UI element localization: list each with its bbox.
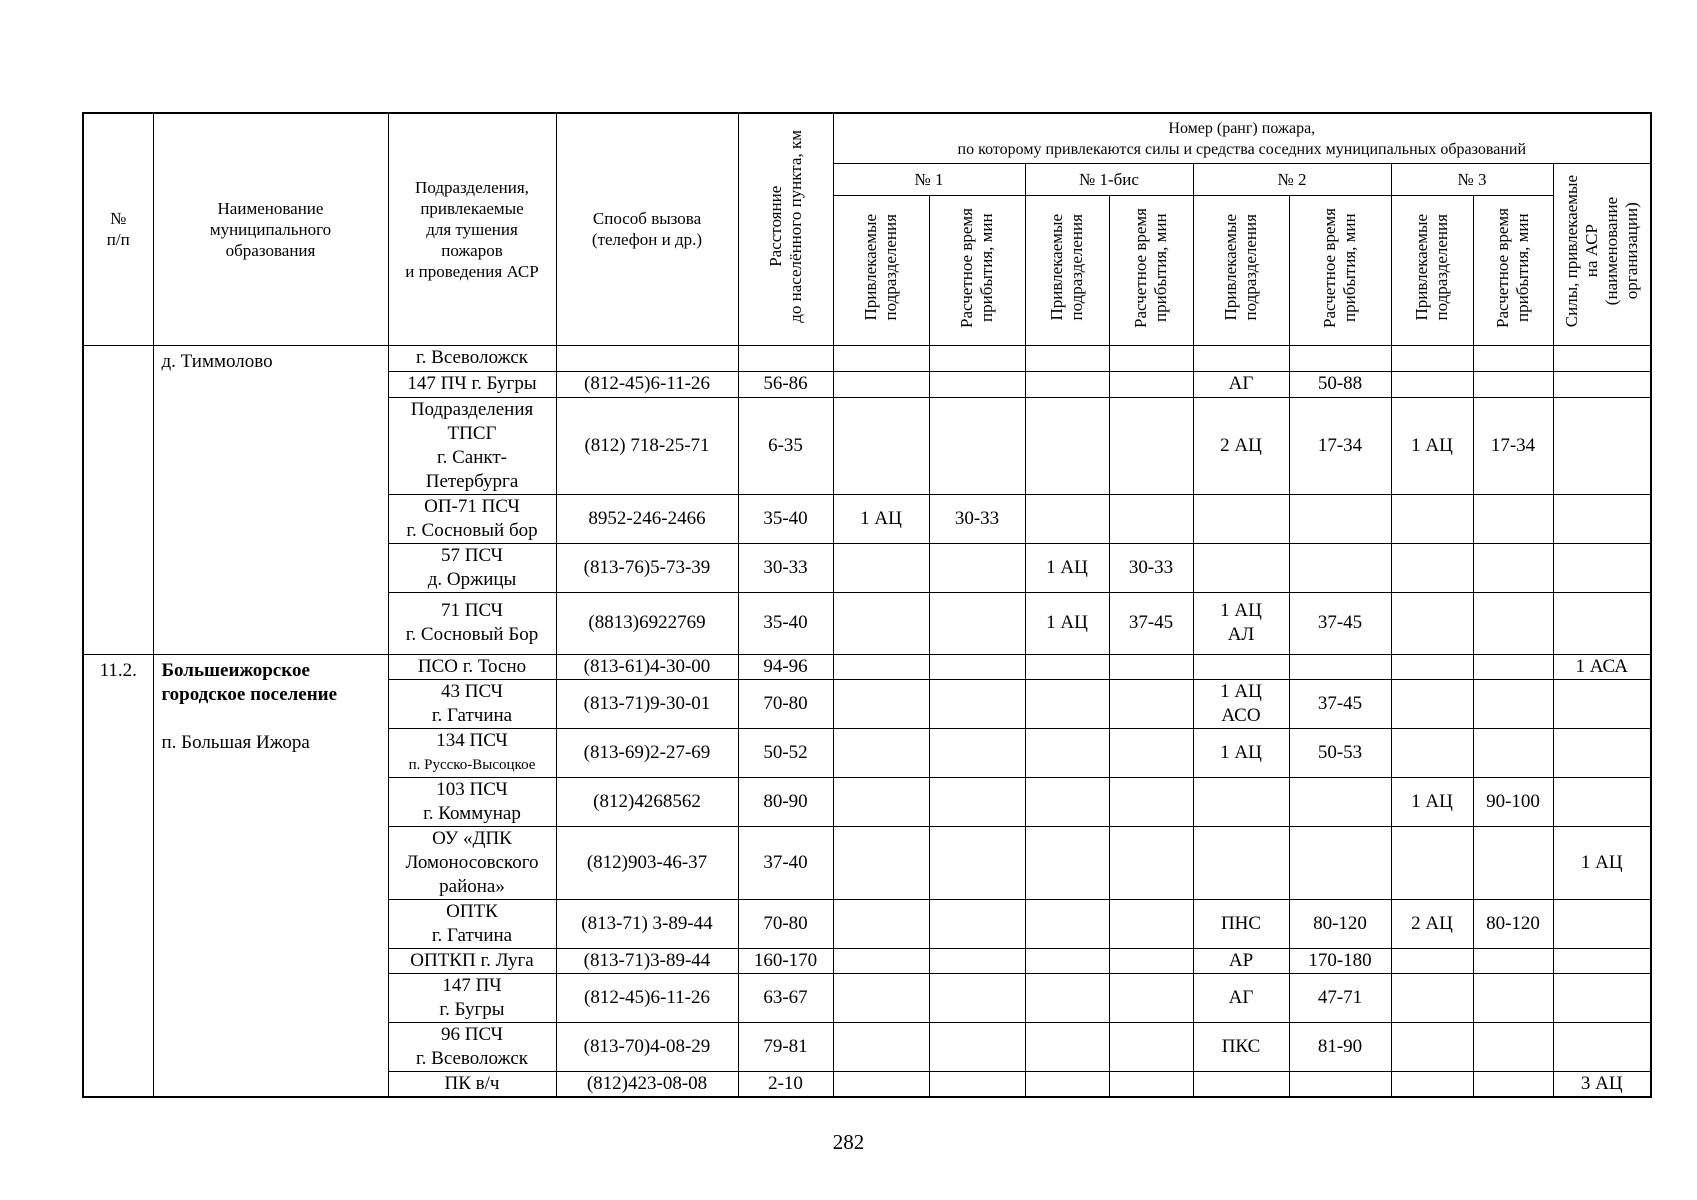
cell-asr xyxy=(1553,371,1651,397)
cell-r3t xyxy=(1473,728,1553,777)
cell-r1t xyxy=(929,826,1025,899)
unit-cell xyxy=(388,777,556,826)
cell-r1bu xyxy=(1025,654,1109,679)
cell-dist: 50-52 xyxy=(738,728,833,777)
unit-cell xyxy=(388,899,556,948)
row-number xyxy=(83,345,153,654)
cell-r3u xyxy=(1391,1071,1473,1097)
cell-r3u xyxy=(1391,728,1473,777)
table-body xyxy=(83,345,1651,1097)
cell-r1t xyxy=(929,543,1025,592)
municipality-cell xyxy=(153,345,388,654)
cell-r1bt xyxy=(1109,679,1193,728)
cell-phone: (813-70)4-08-29 xyxy=(556,1022,738,1071)
cell-r2t: 50-53 xyxy=(1289,728,1391,777)
cell-r3t: 80-120 xyxy=(1473,899,1553,948)
cell-asr xyxy=(1553,899,1651,948)
cell-r1u xyxy=(833,948,929,973)
header-r3-units: Привлекаемые подразделения xyxy=(1391,195,1473,345)
unit-cell xyxy=(388,494,556,543)
cell-r3u xyxy=(1391,679,1473,728)
cell-r1u xyxy=(833,728,929,777)
cell-r3u xyxy=(1391,345,1473,371)
cell-dist: 2-10 xyxy=(738,1071,833,1097)
cell-r1bt xyxy=(1109,1022,1193,1071)
cell-r1t xyxy=(929,948,1025,973)
cell-r2u: ПКС xyxy=(1193,1022,1289,1071)
unit-name: 147 ПЧ г. Бугры xyxy=(407,373,537,394)
unit-name: ПК в/ч xyxy=(444,1072,500,1094)
cell-r2t: 47-71 xyxy=(1289,973,1391,1022)
unit-name: Подразделения ТПСГ г. Санкт- Петербурга xyxy=(410,398,534,492)
header-asr: Силы, привлекаемые на АСР (наименование организации) xyxy=(1553,163,1651,345)
municipality-name: Большеижорское городское поселение xyxy=(161,659,338,705)
cell-asr xyxy=(1553,777,1651,826)
cell-r3t xyxy=(1473,826,1553,899)
unit-name: г. Всеволожск xyxy=(416,347,528,368)
cell-asr: 1 АЦ xyxy=(1553,826,1651,899)
cell-r2u xyxy=(1193,1071,1289,1097)
unit-cell xyxy=(388,654,556,679)
cell-r1bt xyxy=(1109,948,1193,973)
header-num: № п/п xyxy=(83,113,153,345)
cell-r2u xyxy=(1193,826,1289,899)
unit-cell xyxy=(388,397,556,494)
cell-r1bt xyxy=(1109,345,1193,371)
cell-asr xyxy=(1553,397,1651,494)
cell-asr xyxy=(1553,948,1651,973)
cell-r1t xyxy=(929,728,1025,777)
cell-r1bu xyxy=(1025,777,1109,826)
cell-phone: (813-71)9-30-01 xyxy=(556,679,738,728)
page-number: 282 xyxy=(832,1130,865,1154)
cell-phone: 8952-246-2466 xyxy=(556,494,738,543)
cell-r3t xyxy=(1473,1022,1553,1071)
cell-r3u xyxy=(1391,592,1473,654)
cell-r3t xyxy=(1473,973,1553,1022)
unit-name: ПСО г. Тосно xyxy=(417,655,527,677)
row-number: 11.2. xyxy=(83,654,153,1097)
cell-r3t xyxy=(1473,494,1553,543)
header-rank-2: № 2 xyxy=(1193,163,1391,195)
cell-phone: (812-45)6-11-26 xyxy=(556,973,738,1022)
cell-r2u: 1 АЦ АЛ xyxy=(1193,592,1289,654)
header-r2-time: Расчетное время прибытия, мин xyxy=(1289,195,1391,345)
cell-r2t xyxy=(1289,1071,1391,1097)
cell-r2t xyxy=(1289,345,1391,371)
cell-phone: (812)423-08-08 xyxy=(556,1071,738,1097)
cell-r1bt xyxy=(1109,371,1193,397)
cell-r1bt xyxy=(1109,973,1193,1022)
cell-asr xyxy=(1553,543,1651,592)
cell-r1t xyxy=(929,397,1025,494)
cell-r1bu xyxy=(1025,679,1109,728)
cell-r1bt xyxy=(1109,1071,1193,1097)
cell-r1u xyxy=(833,345,929,371)
unit-name: 96 ПСЧ г. Всеволожск xyxy=(416,1023,528,1069)
cell-r3u xyxy=(1391,826,1473,899)
document-page xyxy=(82,112,1652,1098)
cell-r2t xyxy=(1289,777,1391,826)
unit-name: ОПТК г. Гатчина xyxy=(431,900,513,946)
table-row xyxy=(83,654,1651,679)
cell-r2u xyxy=(1193,494,1289,543)
unit-cell xyxy=(388,592,556,654)
cell-dist: 35-40 xyxy=(738,592,833,654)
cell-r2u: АГ xyxy=(1193,973,1289,1022)
cell-dist: 70-80 xyxy=(738,679,833,728)
cell-r1u xyxy=(833,973,929,1022)
cell-r2t: 37-45 xyxy=(1289,592,1391,654)
unit-cell xyxy=(388,1022,556,1071)
cell-r3t xyxy=(1473,543,1553,592)
cell-r1u xyxy=(833,777,929,826)
header-rank-1bis: № 1-бис xyxy=(1025,163,1193,195)
cell-r1bu xyxy=(1025,826,1109,899)
cell-r3t xyxy=(1473,679,1553,728)
cell-r1t xyxy=(929,777,1025,826)
cell-asr xyxy=(1553,345,1651,371)
cell-phone xyxy=(556,345,738,371)
cell-r1t xyxy=(929,371,1025,397)
cell-dist: 37-40 xyxy=(738,826,833,899)
unit-cell xyxy=(388,1071,556,1097)
cell-r1bt xyxy=(1109,654,1193,679)
cell-phone: (813-69)2-27-69 xyxy=(556,728,738,777)
cell-phone: (8813)6922769 xyxy=(556,592,738,654)
cell-r3t xyxy=(1473,654,1553,679)
unit-name: 147 ПЧ г. Бугры xyxy=(439,974,505,1020)
unit-cell xyxy=(388,728,556,777)
header-distance: Расстояние до населённого пункта, км xyxy=(738,113,833,345)
cell-r2u: ПНС xyxy=(1193,899,1289,948)
unit-name: 103 ПСЧ г. Коммунар xyxy=(423,778,521,824)
unit-cell xyxy=(388,543,556,592)
cell-r2u xyxy=(1193,543,1289,592)
cell-phone: (812)903-46-37 xyxy=(556,826,738,899)
cell-dist: 79-81 xyxy=(738,1022,833,1071)
cell-dist: 80-90 xyxy=(738,777,833,826)
cell-r2u xyxy=(1193,345,1289,371)
header-r2-units: Привлекаемые подразделения xyxy=(1193,195,1289,345)
cell-r1bt: 37-45 xyxy=(1109,592,1193,654)
municipality-cell xyxy=(153,654,388,1097)
cell-asr xyxy=(1553,728,1651,777)
cell-dist: 70-80 xyxy=(738,899,833,948)
cell-asr xyxy=(1553,973,1651,1022)
cell-r1t xyxy=(929,345,1025,371)
cell-r3u: 2 АЦ xyxy=(1391,899,1473,948)
cell-r1u xyxy=(833,543,929,592)
cell-r1t xyxy=(929,654,1025,679)
unit-name: 134 ПСЧ xyxy=(436,729,508,751)
cell-r1u xyxy=(833,826,929,899)
cell-r1u xyxy=(833,679,929,728)
cell-r1bu: 1 АЦ xyxy=(1025,592,1109,654)
cell-r1t xyxy=(929,973,1025,1022)
cell-dist: 6-35 xyxy=(738,397,833,494)
cell-r2t: 170-180 xyxy=(1289,948,1391,973)
cell-r1t xyxy=(929,1071,1025,1097)
cell-r1t xyxy=(929,1022,1025,1071)
header-rank-1: № 1 xyxy=(833,163,1025,195)
unit-cell xyxy=(388,679,556,728)
cell-r1bt xyxy=(1109,397,1193,494)
cell-r1t xyxy=(929,592,1025,654)
unit-name: ОУ «ДПК Ломоносовского района» xyxy=(405,827,539,897)
cell-r1u xyxy=(833,397,929,494)
cell-r1bu xyxy=(1025,345,1109,371)
fire-forces-table xyxy=(82,112,1652,1098)
cell-r3u xyxy=(1391,494,1473,543)
cell-r1bu: 1 АЦ xyxy=(1025,543,1109,592)
header-rank-title: Номер (ранг) пожара, по которому привлекаются силы и средства соседних муниципальных образований xyxy=(833,113,1651,163)
cell-r1bu xyxy=(1025,371,1109,397)
cell-r3t: 17-34 xyxy=(1473,397,1553,494)
unit-name: ОП-71 ПСЧ г. Сосновый бор xyxy=(406,495,538,541)
unit-cell xyxy=(388,948,556,973)
table-row xyxy=(83,345,1651,371)
header-r1bis-units: Привлекаемые подразделения xyxy=(1025,195,1109,345)
header-municipality: Наименование муниципального образования xyxy=(153,113,388,345)
cell-r2t: 81-90 xyxy=(1289,1022,1391,1071)
cell-r2t: 17-34 xyxy=(1289,397,1391,494)
settlement-name: п. Большая Ижора xyxy=(161,731,310,753)
cell-r1bu xyxy=(1025,1071,1109,1097)
cell-asr xyxy=(1553,592,1651,654)
header-r1bis-time: Расчетное время прибытия, мин xyxy=(1109,195,1193,345)
cell-r3t: 90-100 xyxy=(1473,777,1553,826)
unit-name: 43 ПСЧ г. Гатчина xyxy=(431,680,513,726)
settlement-name: д. Тиммолово xyxy=(161,350,273,372)
unit-name: 71 ПСЧ г. Сосновый Бор xyxy=(405,600,539,645)
cell-r2u xyxy=(1193,777,1289,826)
cell-r3t xyxy=(1473,371,1553,397)
cell-asr xyxy=(1553,1022,1651,1071)
cell-r1bu xyxy=(1025,948,1109,973)
cell-r1bu xyxy=(1025,728,1109,777)
cell-phone: (813-61)4-30-00 xyxy=(556,654,738,679)
cell-r1bu xyxy=(1025,973,1109,1022)
cell-r2t xyxy=(1289,826,1391,899)
cell-r1bu xyxy=(1025,899,1109,948)
cell-r1t xyxy=(929,679,1025,728)
cell-r2t: 37-45 xyxy=(1289,679,1391,728)
cell-r1u xyxy=(833,1071,929,1097)
cell-r1bu xyxy=(1025,397,1109,494)
cell-r1t: 30-33 xyxy=(929,494,1025,543)
cell-r3u xyxy=(1391,948,1473,973)
unit-cell xyxy=(388,345,556,371)
cell-r3t xyxy=(1473,592,1553,654)
unit-cell xyxy=(388,973,556,1022)
cell-r2u: 2 АЦ xyxy=(1193,397,1289,494)
cell-r1u xyxy=(833,371,929,397)
cell-r2t xyxy=(1289,654,1391,679)
cell-phone: (812)4268562 xyxy=(556,777,738,826)
cell-dist: 30-33 xyxy=(738,543,833,592)
cell-r2t: 50-88 xyxy=(1289,371,1391,397)
cell-r3u: 1 АЦ xyxy=(1391,777,1473,826)
header-call-method: Способ вызова (телефон и др.) xyxy=(556,113,738,345)
cell-r1u xyxy=(833,1022,929,1071)
cell-dist: 94-96 xyxy=(738,654,833,679)
unit-location: п. Русско-Высоцкое xyxy=(408,756,536,773)
cell-r1bt xyxy=(1109,494,1193,543)
cell-r3t xyxy=(1473,1071,1553,1097)
cell-r3u: 1 АЦ xyxy=(1391,397,1473,494)
header-r3-time: Расчетное время прибытия, мин xyxy=(1473,195,1553,345)
cell-r1bt: 30-33 xyxy=(1109,543,1193,592)
cell-phone: (813-71) 3-89-44 xyxy=(556,899,738,948)
cell-r2t xyxy=(1289,494,1391,543)
cell-phone: (812-45)6-11-26 xyxy=(556,371,738,397)
cell-r3t xyxy=(1473,345,1553,371)
cell-r3u xyxy=(1391,973,1473,1022)
cell-r3u xyxy=(1391,654,1473,679)
cell-dist: 56-86 xyxy=(738,371,833,397)
unit-name: 57 ПСЧ д. Оржицы xyxy=(427,544,517,590)
cell-asr: 1 АСА xyxy=(1553,654,1651,679)
cell-asr: 3 АЦ xyxy=(1553,1071,1651,1097)
cell-phone: (812) 718-25-71 xyxy=(556,397,738,494)
cell-r1bt xyxy=(1109,777,1193,826)
cell-dist: 160-170 xyxy=(738,948,833,973)
cell-r1bt xyxy=(1109,728,1193,777)
unit-cell xyxy=(388,826,556,899)
cell-r1t xyxy=(929,899,1025,948)
cell-asr xyxy=(1553,494,1651,543)
cell-r1bt xyxy=(1109,826,1193,899)
cell-phone: (813-76)5-73-39 xyxy=(556,543,738,592)
cell-r2u: 1 АЦ АСО xyxy=(1193,679,1289,728)
header-rank-3: № 3 xyxy=(1391,163,1553,195)
cell-r2u: 1 АЦ xyxy=(1193,728,1289,777)
cell-r1bt xyxy=(1109,899,1193,948)
cell-dist: 35-40 xyxy=(738,494,833,543)
cell-dist xyxy=(738,345,833,371)
cell-r2u: АГ xyxy=(1193,371,1289,397)
header-r1-time: Расчетное время прибытия, мин xyxy=(929,195,1025,345)
unit-name: ОПТКП г. Луга xyxy=(410,949,534,971)
cell-r1u xyxy=(833,899,929,948)
header-r1-units: Привлекаемые подразделения xyxy=(833,195,929,345)
cell-asr xyxy=(1553,679,1651,728)
cell-r1bu xyxy=(1025,1022,1109,1071)
cell-r1u xyxy=(833,654,929,679)
cell-r1u xyxy=(833,592,929,654)
cell-r3u xyxy=(1391,1022,1473,1071)
cell-r3u xyxy=(1391,543,1473,592)
cell-r2t xyxy=(1289,543,1391,592)
cell-r1bu xyxy=(1025,494,1109,543)
cell-dist: 63-67 xyxy=(738,973,833,1022)
cell-r1u: 1 АЦ xyxy=(833,494,929,543)
cell-r3t xyxy=(1473,948,1553,973)
cell-r2u xyxy=(1193,654,1289,679)
cell-r2u: АР xyxy=(1193,948,1289,973)
unit-cell xyxy=(388,371,556,397)
cell-phone: (813-71)3-89-44 xyxy=(556,948,738,973)
cell-r2t: 80-120 xyxy=(1289,899,1391,948)
cell-r3u xyxy=(1391,371,1473,397)
header-units: Подразделения, привлекаемые для тушения пожаров и проведения АСР xyxy=(388,113,556,345)
